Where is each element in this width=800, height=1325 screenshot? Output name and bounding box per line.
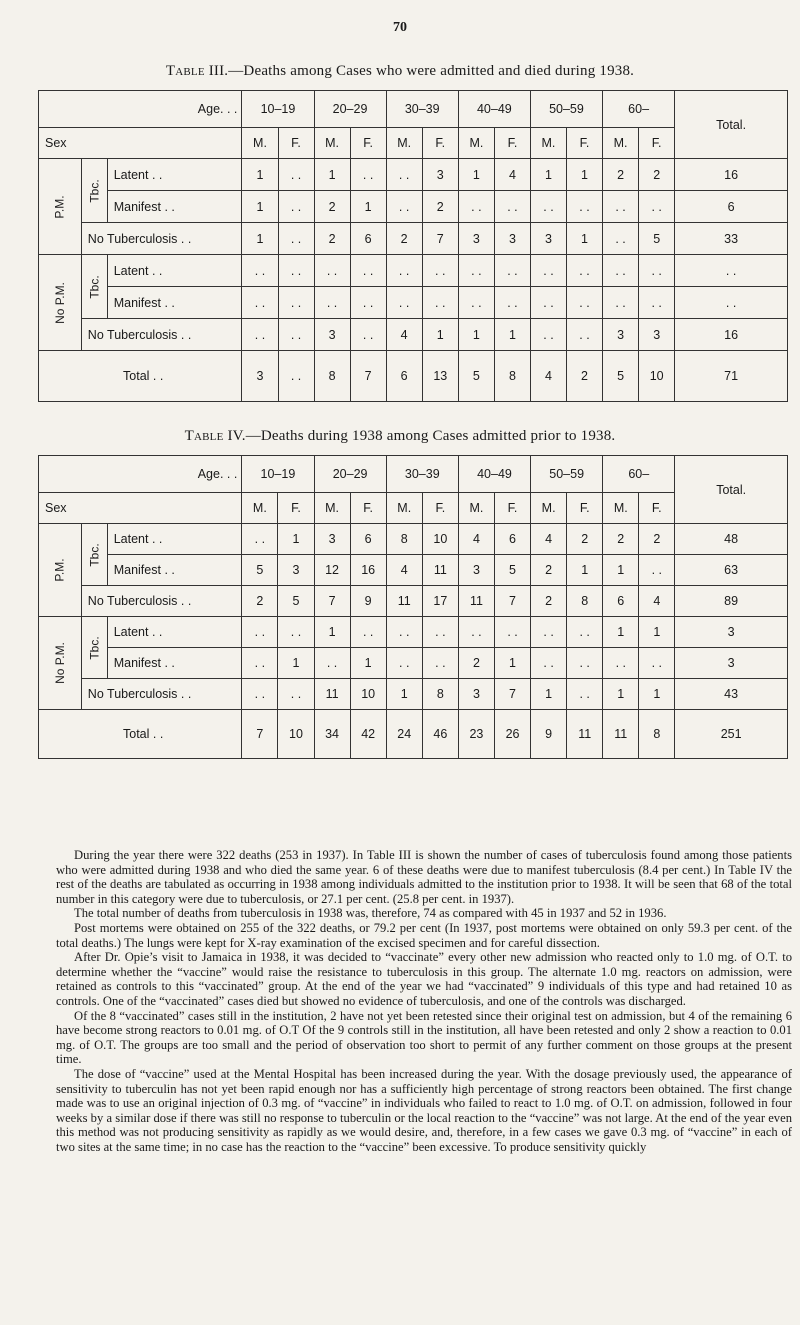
table-cell: . . — [567, 617, 603, 648]
age-label: Age. — [197, 467, 224, 481]
table-cell: 3 — [278, 555, 314, 586]
table-cell: 5 — [242, 555, 278, 586]
table4-caption — [0, 428, 800, 445]
age-group-header: 50–59 — [530, 91, 602, 128]
paragraph: Of the 8 “vaccinated” cases still in the institution, 2 have not yet been retested since their original test on admission, but 4 of the remaining 6 have become strong reactors to 0.01 mg. of O.T Of the 9 controls still in the institution, all have been retested and only 2 show a reaction to 0.01 mg. of O.T. The groups are too small and the period of observation too short to permit of any further comment on those groups at the present time. — [56, 1008, 792, 1067]
sex-header-cell: F. — [639, 128, 675, 159]
table-row — [39, 255, 788, 287]
table-cell: 16 — [350, 555, 386, 586]
row-total: 3 — [675, 648, 788, 679]
table-cell: 4 — [530, 351, 566, 402]
sex-header-cell: M. — [531, 493, 567, 524]
table-cell: 24 — [386, 710, 422, 759]
table-cell: 1 — [242, 159, 278, 191]
sex-header-cell: F. — [494, 493, 530, 524]
row-label: No Tuberculosis . . — [81, 679, 242, 710]
table-cell: . . — [386, 648, 422, 679]
table3-caption — [0, 63, 800, 80]
table-cell: . . — [458, 287, 494, 319]
sex-header: Sex — [39, 493, 242, 524]
table-cell: 1 — [278, 648, 314, 679]
table-cell: 11 — [422, 555, 458, 586]
table-cell: . . — [422, 648, 458, 679]
table-cell: . . — [530, 255, 566, 287]
table-cell: . . — [278, 319, 314, 351]
table-cell: 2 — [314, 191, 350, 223]
table-cell: . . — [494, 255, 530, 287]
table-cell: . . — [242, 255, 278, 287]
table-cell: 17 — [422, 586, 458, 617]
row-label: No Tuberculosis . . — [81, 586, 242, 617]
table-row — [39, 319, 788, 351]
table-cell: . . — [242, 287, 278, 319]
table-cell: . . — [386, 617, 422, 648]
table-cell: 3 — [602, 319, 638, 351]
table-cell: 6 — [350, 524, 386, 555]
table-cell: 9 — [350, 586, 386, 617]
table-cell: 4 — [531, 524, 567, 555]
table-cell: 9 — [531, 710, 567, 759]
table-row — [39, 648, 788, 679]
table-cell: 2 — [386, 223, 422, 255]
table-cell: . . — [567, 191, 603, 223]
table-cell: . . — [350, 287, 386, 319]
table-cell: 3 — [530, 223, 566, 255]
row-total: . . — [675, 287, 788, 319]
table-cell: 4 — [386, 555, 422, 586]
group-label: P.M. — [39, 159, 82, 255]
row-label: Latent . . — [107, 617, 242, 648]
table-cell: . . — [278, 351, 314, 402]
table-cell: 6 — [386, 351, 422, 402]
table-cell: 1 — [639, 679, 675, 710]
table-cell: 3 — [242, 351, 278, 402]
row-label: Manifest . . — [107, 555, 242, 586]
table-cell: . . — [350, 159, 386, 191]
age-label: Age. — [197, 102, 224, 116]
table-cell: . . — [639, 255, 675, 287]
grand-total: 251 — [675, 710, 788, 759]
row-total: . . — [675, 255, 788, 287]
table-cell: . . — [278, 159, 314, 191]
table-cell: . . — [386, 255, 422, 287]
table-cell: 1 — [567, 159, 603, 191]
table-cell: . . — [278, 255, 314, 287]
table-cell: 2 — [603, 524, 639, 555]
age-group-header: 20–29 — [314, 91, 386, 128]
table-cell: . . — [602, 255, 638, 287]
age-header: Age. . . — [39, 91, 242, 128]
grand-total: 71 — [675, 351, 788, 402]
row-label: Manifest . . — [107, 648, 242, 679]
table-cell: 4 — [386, 319, 422, 351]
table-cell: . . — [242, 648, 278, 679]
table-cell: 11 — [567, 710, 603, 759]
table-cell: 34 — [314, 710, 350, 759]
table-cell: . . — [639, 287, 675, 319]
row-total: 48 — [675, 524, 788, 555]
table-cell: 1 — [603, 679, 639, 710]
table-cell: . . — [422, 255, 458, 287]
row-label: Latent . . — [107, 524, 242, 555]
table-cell: 11 — [386, 586, 422, 617]
table-cell: 6 — [603, 586, 639, 617]
table-cell: 4 — [458, 524, 494, 555]
table3-caption-text: —Deaths among Cases who were admitted and died during 1938. — [228, 63, 635, 79]
age-group-header: 60– — [603, 456, 675, 493]
total-row — [39, 351, 788, 402]
table-cell: 7 — [422, 223, 458, 255]
table-cell: 1 — [350, 191, 386, 223]
table-cell: 2 — [567, 351, 603, 402]
table-cell: 2 — [602, 159, 638, 191]
row-total: 89 — [675, 586, 788, 617]
page-number: 70 — [393, 20, 407, 35]
sex-header-cell: F. — [639, 493, 675, 524]
table-cell: 1 — [242, 223, 278, 255]
table-cell: . . — [314, 648, 350, 679]
total-header: Total. — [675, 456, 788, 524]
table-cell: 4 — [494, 159, 530, 191]
table-cell: . . — [278, 679, 314, 710]
table-cell: . . — [278, 223, 314, 255]
table-cell: 2 — [458, 648, 494, 679]
sex-header-cell: F. — [350, 128, 386, 159]
table-cell: . . — [278, 287, 314, 319]
table-cell: 2 — [531, 555, 567, 586]
table-cell: 23 — [458, 710, 494, 759]
table-row — [39, 191, 788, 223]
table-cell: 7 — [242, 710, 278, 759]
total-row — [39, 710, 788, 759]
paragraph: During the year there were 322 deaths (253 in 1937). In Table III is shown the number of cases of tuberculosis found among those patients who were admitted during 1938 and who died the same year. 6 of these deaths were due to manifest tuberculosis (8.4 per cent.) In Table IV the rest of the deaths are tabulated as occurring in 1938 among individuals admitted to the institution prior to 1938. It will be seen that 68 of the total number in this category were due to tuberculosis, or 27.1 per cent. (25.8 per cent. in 1937). — [56, 848, 792, 906]
table-cell: 11 — [314, 679, 350, 710]
sex-header-cell: M. — [603, 493, 639, 524]
table-cell: . . — [567, 255, 603, 287]
row-total: 33 — [675, 223, 788, 255]
row-total: 3 — [675, 617, 788, 648]
sex-header: Sex — [39, 128, 242, 159]
sex-header-cell: M. — [458, 128, 494, 159]
sex-header-cell: M. — [386, 493, 422, 524]
table3-label: Table III. — [165, 63, 229, 79]
table-cell: 5 — [278, 586, 314, 617]
table-cell: 3 — [458, 223, 494, 255]
sex-header-cell: M. — [386, 128, 422, 159]
sex-header-cell: M. — [458, 493, 494, 524]
sex-header-cell: M. — [314, 493, 350, 524]
paragraph: The total number of deaths from tuberculosis in 1938 was, therefore, 74 as compared with 45 in 1937 and 52 in 1936. — [74, 906, 667, 921]
table-cell: 1 — [639, 617, 675, 648]
row-total: 16 — [675, 159, 788, 191]
row-label: Manifest . . — [107, 191, 242, 223]
table-cell: 8 — [639, 710, 675, 759]
sex-header-cell: F. — [350, 493, 386, 524]
table4 — [38, 455, 788, 759]
table-cell: . . — [422, 617, 458, 648]
table-cell: 1 — [314, 159, 350, 191]
table-cell: 3 — [314, 524, 350, 555]
table-cell: . . — [242, 319, 278, 351]
table-cell: . . — [386, 287, 422, 319]
row-total: 16 — [675, 319, 788, 351]
total-header: Total. — [675, 91, 788, 159]
table-cell: 11 — [458, 586, 494, 617]
table-cell: . . — [422, 287, 458, 319]
sex-header-cell: F. — [278, 493, 314, 524]
table-cell: 1 — [242, 191, 278, 223]
table-cell: 8 — [567, 586, 603, 617]
table-cell: . . — [639, 648, 675, 679]
table-cell: 2 — [242, 586, 278, 617]
table-cell: 3 — [494, 223, 530, 255]
table-cell: 10 — [350, 679, 386, 710]
table-cell: 4 — [639, 586, 675, 617]
table-row — [39, 524, 788, 555]
table-cell: . . — [278, 191, 314, 223]
sex-header-cell: F. — [567, 128, 603, 159]
table-cell: . . — [242, 679, 278, 710]
table-cell: 2 — [314, 223, 350, 255]
paragraph: Post mortems were obtained on 255 of the 322 deaths, or 79.2 per cent (In 1937, post mortems were obtained on only 59.3 per cent. of the total deaths.) The lungs were kept for X-ray examination of the excised specimen and for careful dissection. — [56, 920, 792, 950]
row-label: Manifest . . — [107, 287, 242, 319]
paragraph: After Dr. Opie’s visit to Jamaica in 1938, it was decided to “vaccinate” every other new admission who reacted only to 1.0 mg. of O.T. to determine whether the “vaccine” would raise the resistance to tuberculosis in this group. The alternate 1.0 mg. reactors on admission, were retained as controls to this “vaccinated” group. At the end of the year we had “vaccinated” 9 individuals of this type and had retained 10 as controls. One of the “vaccinated” cases died but showed no evidence of tuberculosis, and one of the controls was discharged. — [56, 950, 792, 1008]
table-cell: 1 — [458, 159, 494, 191]
row-total: 63 — [675, 555, 788, 586]
sex-header-cell: F. — [567, 493, 603, 524]
sex-header-cell: F. — [422, 493, 458, 524]
table-cell: . . — [314, 287, 350, 319]
table-cell: 46 — [422, 710, 458, 759]
age-group-header: 30–39 — [386, 456, 458, 493]
table-cell: . . — [567, 679, 603, 710]
total-row-label: Total . . — [39, 351, 242, 402]
tbc-label: Tbc. — [81, 159, 107, 223]
table-cell: 42 — [350, 710, 386, 759]
table-row — [39, 679, 788, 710]
table-cell: . . — [386, 191, 422, 223]
table-cell: 7 — [314, 586, 350, 617]
table-cell: . . — [350, 319, 386, 351]
table-cell: 3 — [422, 159, 458, 191]
paragraph: The dose of “vaccine” used at the Mental Hospital has been increased during the year. With the dosage previously used, the appearance of sensitivity to tuberculin has not yet been rapid enough nor has a sufficiently high percentage of strong reactors been obtained. The first change made was to use an original injection of 0.3 mg. of “vaccine” in individuals who failed to react to 1.0 mg. of O.T. on admission, followed in four weeks by a similar dose if there was still no response to tuberculin or the local reaction to the “vaccine” was not large. At the end of the year even this method was not producing sensitivity as rapidly as we would desire, and, therefore, in a few cases we gave 0.3 mg. of “vaccine” in each of two sites at the same time; in no case has the reaction to the “vaccine” been excessive. To produce sensitivity quickly — [56, 1066, 792, 1154]
table-cell: . . — [278, 617, 314, 648]
age-group-header: 10–19 — [242, 456, 314, 493]
row-label: No Tuberculosis . . — [81, 319, 242, 351]
tbc-label: Tbc. — [81, 524, 107, 586]
table-cell: . . — [458, 191, 494, 223]
row-label: Latent . . — [107, 159, 242, 191]
table-cell: . . — [458, 255, 494, 287]
table-cell: . . — [530, 319, 566, 351]
table-cell: 1 — [458, 319, 494, 351]
group-label: No P.M. — [39, 255, 82, 351]
table-cell: 2 — [639, 524, 675, 555]
sex-header-cell: M. — [602, 128, 638, 159]
table-cell: 1 — [567, 555, 603, 586]
table-cell: 26 — [494, 710, 530, 759]
table-cell: . . — [531, 648, 567, 679]
age-group-header: 40–49 — [458, 91, 530, 128]
table-cell: 2 — [422, 191, 458, 223]
sex-header-cell: M. — [242, 493, 278, 524]
age-group-header: 60– — [602, 91, 674, 128]
table-cell: . . — [494, 287, 530, 319]
sex-header-cell: F. — [494, 128, 530, 159]
row-total: 6 — [675, 191, 788, 223]
table-cell: 3 — [458, 679, 494, 710]
row-label: Latent . . — [107, 255, 242, 287]
sex-header-cell: M. — [314, 128, 350, 159]
table-cell: 11 — [603, 710, 639, 759]
age-group-header: 40–49 — [458, 456, 530, 493]
table-cell: . . — [567, 648, 603, 679]
age-group-header: 10–19 — [242, 91, 314, 128]
table-cell: 10 — [278, 710, 314, 759]
table-cell: . . — [350, 255, 386, 287]
tbc-label: Tbc. — [81, 255, 107, 319]
table4-label: Table IV. — [184, 428, 246, 444]
body-text — [56, 848, 792, 1154]
sex-header-cell: F. — [422, 128, 458, 159]
sex-header-cell: M. — [242, 128, 278, 159]
age-group-header: 20–29 — [314, 456, 386, 493]
table-cell: . . — [530, 287, 566, 319]
table-cell: . . — [530, 191, 566, 223]
table-cell: . . — [602, 191, 638, 223]
table-cell: 12 — [314, 555, 350, 586]
table-cell: 3 — [314, 319, 350, 351]
table-cell: 1 — [494, 319, 530, 351]
table4-caption-text: —Deaths during 1938 among Cases admitted prior to 1938. — [245, 428, 616, 444]
age-group-header: 50–59 — [531, 456, 603, 493]
table-cell: 2 — [567, 524, 603, 555]
table-cell: . . — [639, 555, 675, 586]
table-row — [39, 287, 788, 319]
table-cell: 10 — [639, 351, 675, 402]
table-cell: . . — [639, 191, 675, 223]
table-cell: 1 — [531, 679, 567, 710]
table-cell: 1 — [494, 648, 530, 679]
age-header: Age. . . — [39, 456, 242, 493]
table-cell: . . — [242, 617, 278, 648]
table-cell: 2 — [639, 159, 675, 191]
table-row — [39, 586, 788, 617]
table-cell: 5 — [494, 555, 530, 586]
table-cell: . . — [531, 617, 567, 648]
table-cell: 1 — [314, 617, 350, 648]
table-cell: 1 — [350, 648, 386, 679]
table-cell: . . — [458, 617, 494, 648]
table-row — [39, 555, 788, 586]
table-cell: 7 — [494, 586, 530, 617]
table-cell: . . — [350, 617, 386, 648]
table-cell: 13 — [422, 351, 458, 402]
table-cell: . . — [567, 319, 603, 351]
table-cell: . . — [567, 287, 603, 319]
total-row-label: Total . . — [39, 710, 242, 759]
table-cell: 10 — [422, 524, 458, 555]
table-cell: . . — [314, 255, 350, 287]
group-label: No P.M. — [39, 617, 82, 710]
table-cell: 3 — [458, 555, 494, 586]
table-cell: 1 — [567, 223, 603, 255]
row-total: 43 — [675, 679, 788, 710]
table-cell: 1 — [386, 679, 422, 710]
table-cell: . . — [242, 524, 278, 555]
table-cell: 1 — [603, 617, 639, 648]
table-cell: 8 — [386, 524, 422, 555]
row-label: No Tuberculosis . . — [81, 223, 242, 255]
table-row — [39, 159, 788, 191]
table-cell: 5 — [639, 223, 675, 255]
table-cell: . . — [602, 287, 638, 319]
table-cell: 1 — [278, 524, 314, 555]
table-cell: 8 — [314, 351, 350, 402]
table-cell: . . — [602, 223, 638, 255]
table-cell: 6 — [494, 524, 530, 555]
group-label: P.M. — [39, 524, 82, 617]
age-group-header: 30–39 — [386, 91, 458, 128]
table-cell: 3 — [639, 319, 675, 351]
table3 — [38, 90, 788, 402]
table-cell: . . — [386, 159, 422, 191]
table-cell: . . — [494, 617, 530, 648]
table-cell: 8 — [422, 679, 458, 710]
table-cell: 5 — [458, 351, 494, 402]
table-row — [39, 223, 788, 255]
table-cell: 5 — [602, 351, 638, 402]
table-row — [39, 617, 788, 648]
table-cell: 1 — [603, 555, 639, 586]
table-cell: . . — [494, 191, 530, 223]
table-cell: 6 — [350, 223, 386, 255]
sex-header-cell: F. — [278, 128, 314, 159]
table-cell: 1 — [530, 159, 566, 191]
table-cell: 7 — [494, 679, 530, 710]
table-cell: 8 — [494, 351, 530, 402]
table-cell: 2 — [531, 586, 567, 617]
table-cell: . . — [603, 648, 639, 679]
table-cell: 1 — [422, 319, 458, 351]
table-cell: 7 — [350, 351, 386, 402]
sex-header-cell: M. — [530, 128, 566, 159]
tbc-label: Tbc. — [81, 617, 107, 679]
